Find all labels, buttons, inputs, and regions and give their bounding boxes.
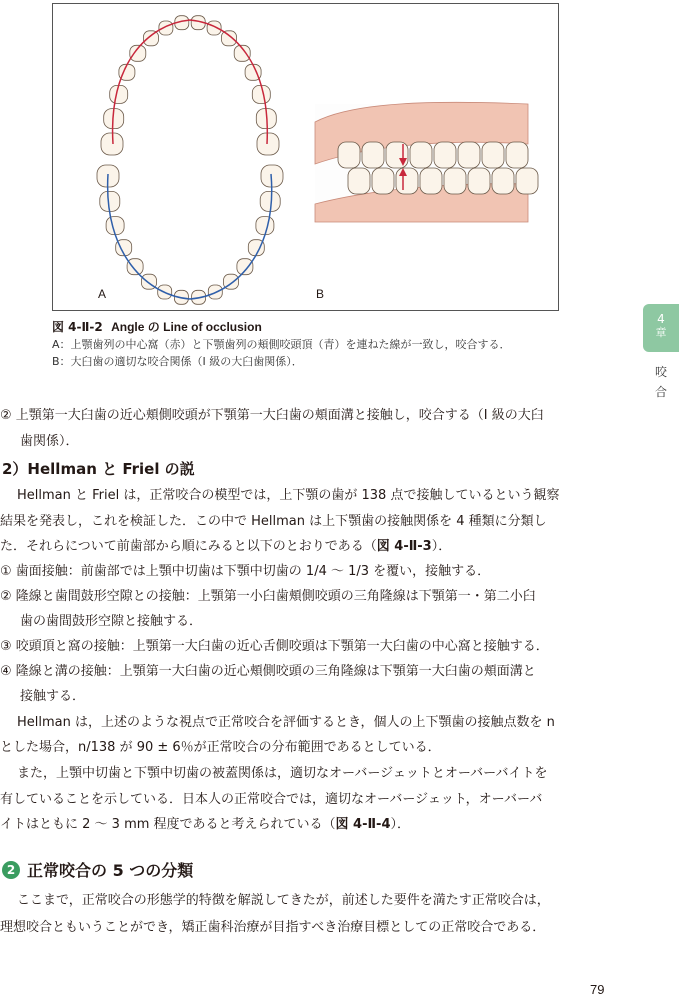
lower-side-tooth — [372, 168, 394, 194]
lower-side-tooth — [492, 168, 514, 194]
chapter-side-title — [653, 362, 669, 402]
p2-line1: Hellman は，上述のような視点で正常咬合を評価するとき，個人の上下顎歯の接触点数を n — [17, 715, 555, 730]
caption-title: Angle の Line of occlusion — [111, 320, 262, 334]
upper-side-tooth — [362, 142, 384, 168]
panel-a-label: A — [98, 287, 107, 301]
list-item-2-line1: ② 隆線と歯間鼓形空隙との接触：上顎第一小臼歯頬側咬頭の三角隆線は下顎第一・第二小臼 — [0, 589, 536, 604]
figure-caption — [52, 318, 612, 370]
p3-line1: また，上顎中切歯と下顎中切歯の被蓋関係は，適切なオーバージェットとオーバーバイトを — [17, 766, 548, 781]
upper-side-tooth — [482, 142, 504, 168]
occlusion-illustration — [53, 4, 558, 310]
tooth — [222, 31, 237, 46]
p1-line1: Hellman と Friel は，正常咬合の模型では，上下顎の歯が 138 点で接触しているという観察 — [17, 488, 560, 503]
p1-line2: 結果を発表し，これを検証した．この中で Hellman は上下顎歯の接触関係を 4 種類に分類し — [0, 514, 547, 529]
upper-dental-arch — [101, 16, 279, 155]
upper-side-tooth — [410, 142, 432, 168]
upper-side-tooth — [386, 142, 408, 168]
lower-side-tooth — [516, 168, 538, 194]
p4-line1: ここまで，正常咬合の形態学的特徴を解説してきたが，前述した要件を満たす正常咬合は， — [17, 893, 550, 908]
lower-side-tooth — [420, 168, 442, 194]
figure-ref-4-3: 図 4-Ⅱ-3 — [376, 539, 432, 554]
list-item-3: ③ 咬頭頂と窩の接触：上顎第一大臼歯の近心舌側咬頭は下顎第一大臼歯の中心窩と接触する． — [0, 639, 549, 654]
chapter-label: 章 — [655, 326, 667, 339]
tooth — [256, 217, 274, 235]
molar-side-view — [315, 102, 538, 222]
page-number: 79 — [590, 982, 605, 997]
item2-line1: ② 上顎第一大臼歯の近心頬側咬頭が下顎第一大臼歯の頬面溝と接触し，咬合する（I 級の大臼 — [0, 408, 544, 423]
chapter-tab — [643, 304, 679, 352]
tooth — [100, 191, 120, 211]
p4-line2: 理想咬合ともいうことができ，矯正歯科治療が目指すべき治療目標としての正常咬合である． — [0, 920, 546, 935]
upper-side-tooth — [458, 142, 480, 168]
panel-b-label: B — [316, 287, 325, 301]
item2-line2: 歯関係）． — [20, 434, 79, 449]
list-item-2-line2: 歯の歯間鼓形空隙と接触する． — [20, 614, 203, 629]
tooth — [237, 259, 253, 275]
upper-side-tooth — [338, 142, 360, 168]
p2-line2: とした場合，n/138 が 90 ± 6％が正常咬合の分布範囲であるとしている． — [0, 740, 441, 755]
p3-line3-end: ）． — [390, 817, 411, 832]
list-item-4-line1: ④ 隆線と溝の接触：上顎第一大臼歯の近心頬側咬頭の三角隆線は下顎第一大臼歯の頬面溝と — [0, 664, 536, 679]
figure-4-2-frame — [52, 3, 559, 311]
lower-occlusion-line — [108, 174, 272, 299]
p3-line3 — [0, 815, 410, 835]
lower-side-tooth — [444, 168, 466, 194]
tooth — [159, 21, 173, 35]
p1-line3-end: ）． — [431, 539, 452, 554]
list-item-4-line2: 接触する． — [20, 689, 86, 704]
p1-line3 — [0, 537, 451, 557]
lower-side-tooth — [396, 168, 418, 194]
tooth — [144, 31, 159, 46]
lower-dental-arch — [97, 165, 283, 304]
caption-line-a: A：上顎歯列の中心窩（赤）と下顎歯列の頬側咬頭頂（青）を連ねた線が一致し，咬合する． — [52, 338, 511, 351]
upper-occlusion-line — [113, 20, 268, 144]
section-heading-five-classes — [2, 858, 193, 881]
lower-side-tooth — [348, 168, 370, 194]
upper-side-tooth — [434, 142, 456, 168]
p3-line2: 有していることを示している．日本人の正常咬合では，適切なオーバージェット，オーバーバ — [0, 792, 543, 807]
tooth — [110, 85, 128, 103]
tooth — [106, 217, 124, 235]
list-item-1: ① 歯面接触：前歯部では上顎中切歯は下顎中切歯の 1/4 ～ 1/3 を覆い，接触する． — [0, 564, 491, 579]
tooth — [127, 259, 143, 275]
chapter-number: 4 — [657, 312, 665, 326]
figure-ref-4-4: 図 4-Ⅱ-4 — [335, 817, 391, 832]
side-char-1: 咬 — [654, 365, 667, 379]
caption-line-b: B：大臼歯の適切な咬合関係（I 級の大臼歯関係）． — [52, 355, 303, 368]
p3-line3-text: イトはともに 2 ～ 3 mm 程度であると考えられている（ — [0, 817, 336, 832]
section-heading-text: 正常咬合の 5 つの分類 — [27, 861, 194, 880]
upper-side-tooth — [506, 142, 528, 168]
p1-line3-text: た．それらについて前歯部から順にみると以下のとおりである（ — [0, 539, 377, 554]
section-heading-hellman: 2）Hellman と Friel の説 — [2, 460, 195, 478]
caption-title-row — [52, 318, 612, 336]
side-char-2: 合 — [654, 385, 667, 399]
caption-number: 図 4-Ⅱ-2 — [52, 320, 103, 334]
section-number-badge: 2 — [2, 861, 20, 879]
lower-side-tooth — [468, 168, 490, 194]
